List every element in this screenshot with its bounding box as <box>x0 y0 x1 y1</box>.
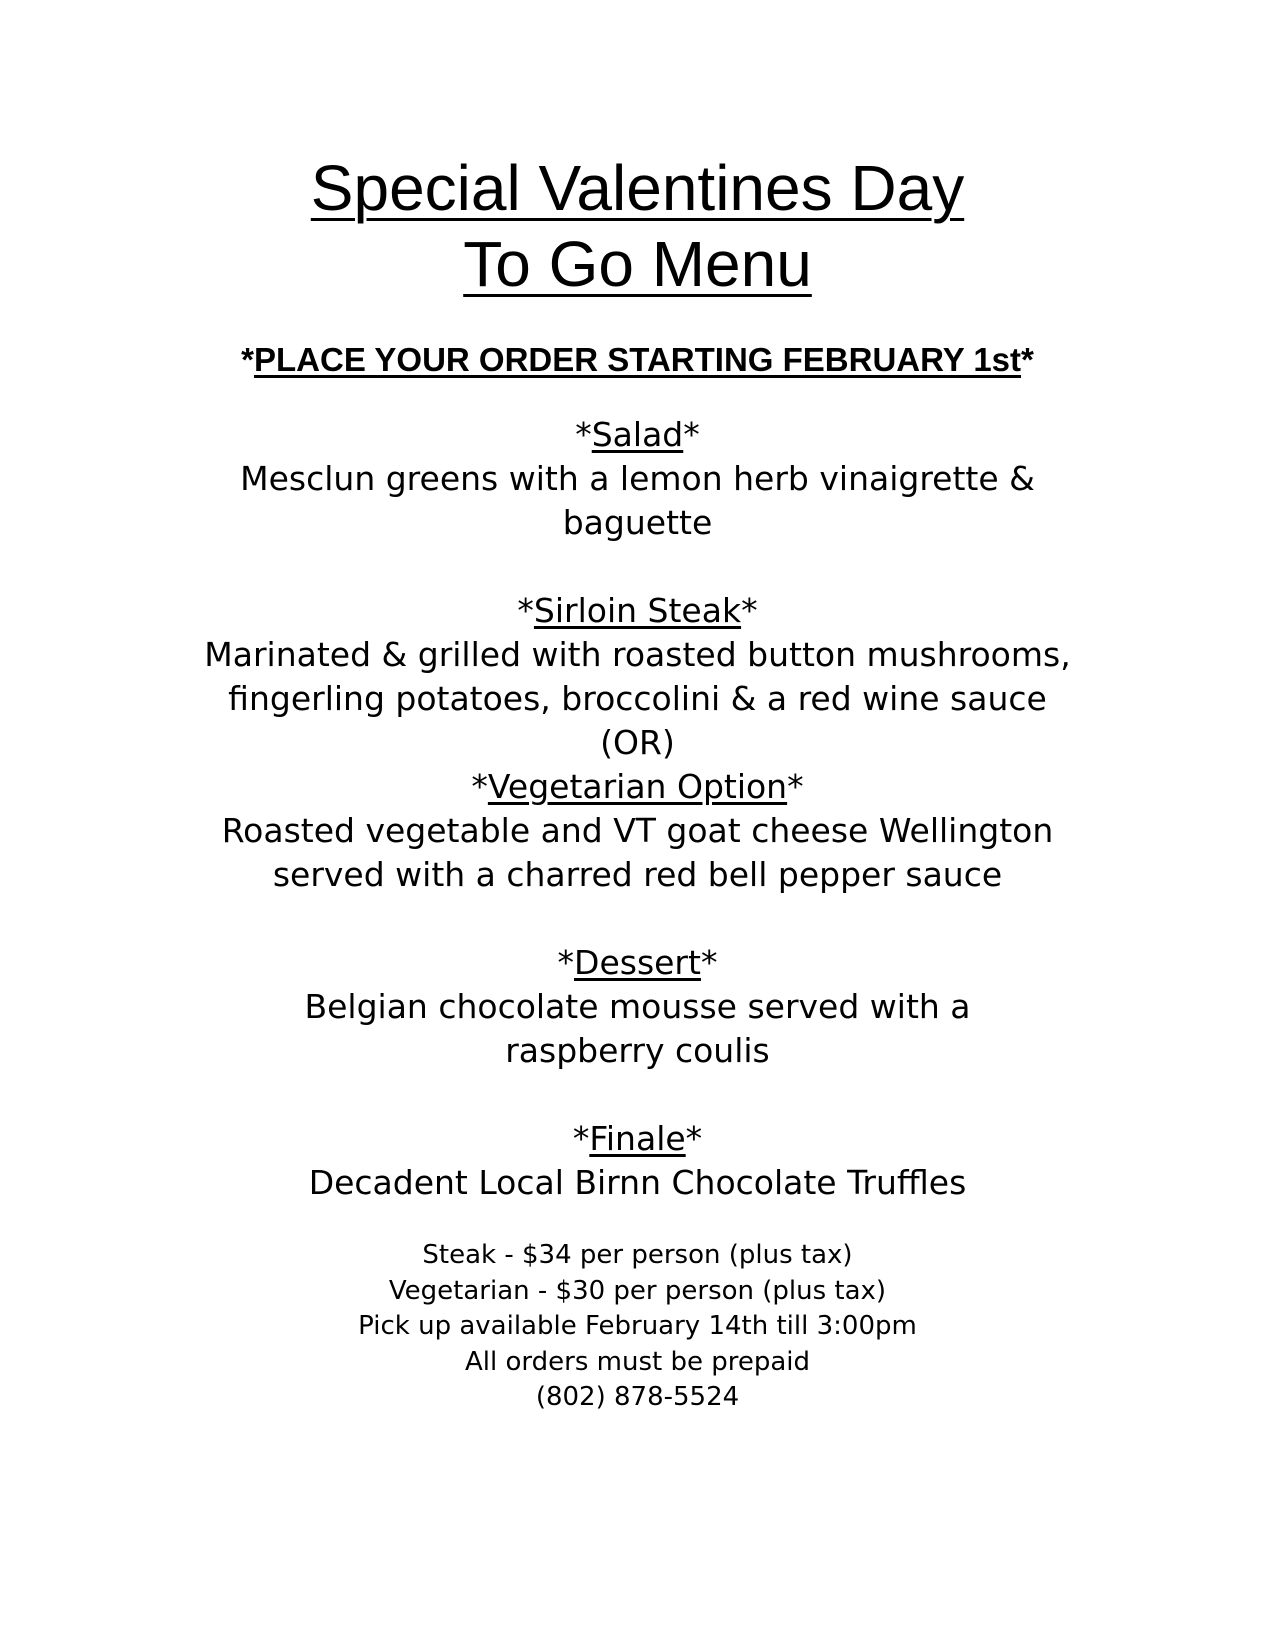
title-line-1: Special Valentines Day <box>310 152 965 224</box>
vegetarian-price: Vegetarian - $30 per person (plus tax) <box>388 1275 887 1306</box>
course-heading-vegetarian: *Vegetarian Option* <box>471 767 804 806</box>
or-label: (OR) <box>600 723 675 762</box>
course-heading-dessert: *Dessert* <box>557 943 718 982</box>
page-title <box>0 150 1275 302</box>
course-heading-steak: *Sirloin Steak* <box>517 591 758 630</box>
order-start-note: *PLACE YOUR ORDER STARTING FEBRUARY 1st* <box>241 341 1034 378</box>
spacer <box>0 1073 1275 1117</box>
menu-courses <box>0 413 1275 1205</box>
pickup-info: Pick up available February 14th till 3:00pm <box>358 1311 917 1341</box>
course-description-line: Marinated & grilled with roasted button mushrooms, <box>204 635 1071 674</box>
order-start-text: PLACE YOUR ORDER STARTING FEBRUARY 1st <box>253 341 1022 378</box>
course-description-line: served with a charred red bell pepper sauce <box>272 855 1003 894</box>
course-description-line: baguette <box>562 503 713 542</box>
course-description-line: fingerling potatoes, broccolini & a red wine sauce <box>228 679 1047 718</box>
spacer <box>0 897 1275 941</box>
course-description-line: Decadent Local Birnn Chocolate Truffles <box>308 1163 967 1202</box>
course-heading-finale: *Finale* <box>572 1119 703 1158</box>
course-heading-salad: *Salad* <box>575 415 700 454</box>
course-description-line: Roasted vegetable and VT goat cheese Wellington <box>221 811 1054 850</box>
course-description-line: Belgian chocolate mousse served with a <box>304 987 971 1026</box>
course-description-line: Mesclun greens with a lemon herb vinaigrette & <box>240 459 1035 498</box>
prepaid-note: All orders must be prepaid <box>465 1346 810 1377</box>
title-line-2: To Go Menu <box>463 228 812 300</box>
course-description-line: raspberry coulis <box>505 1031 770 1070</box>
phone-number: (802) 878-5524 <box>535 1382 740 1412</box>
spacer <box>0 545 1275 589</box>
steak-price: Steak - $34 per person (plus tax) <box>422 1240 853 1270</box>
order-info <box>0 1238 1275 1416</box>
